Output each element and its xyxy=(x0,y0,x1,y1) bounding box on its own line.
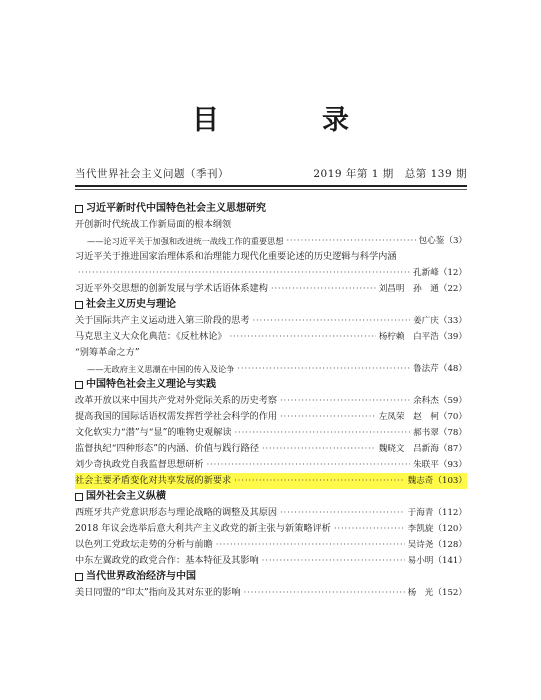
dot-leader xyxy=(280,505,404,521)
toc-entry xyxy=(75,361,467,377)
section-heading-text: 中国特色社会主义理论与实践 xyxy=(86,379,216,390)
toc-entry xyxy=(75,425,467,441)
issue-header xyxy=(75,166,467,181)
section-heading-text: 社会主义历史与理论 xyxy=(86,299,176,310)
entry-title: “别筹革命之方” xyxy=(75,347,140,358)
dot-leader xyxy=(216,537,405,553)
entry-author: 魏志奇 xyxy=(407,476,434,486)
entry-page: （128） xyxy=(433,540,467,550)
toc-entry xyxy=(75,409,467,425)
entry-page: （59） xyxy=(438,396,467,406)
entry-page: （48） xyxy=(438,364,467,374)
entry-title: 监督执纪“四种形态”的内涵、价值与践行路径 xyxy=(75,443,259,454)
entry-title: 改革开放以来中国共产党对外党际关系的历史考察 xyxy=(75,395,278,406)
toc-entry xyxy=(75,585,467,601)
toc-entry xyxy=(75,457,467,473)
dot-leader xyxy=(280,409,376,425)
entry-title: 2018 年议会选举后意大利共产主义政党的新主张与新策略评析 xyxy=(75,523,331,534)
entry-author: 杨 光 xyxy=(407,588,434,598)
header-rule-thick xyxy=(75,185,467,187)
entry-title: 文化软实力“潜”与“显”的唯物史观解读 xyxy=(75,427,232,438)
dot-leader xyxy=(237,361,410,377)
entry-page: （93） xyxy=(438,460,467,470)
section-heading xyxy=(75,569,467,585)
issue-number: 2019 年第 1 期 总第 139 期 xyxy=(313,168,467,180)
dot-leader xyxy=(207,457,410,473)
dot-leader xyxy=(280,393,410,409)
section-heading-text: 国外社会主义纵横 xyxy=(86,491,166,502)
entry-title: ——论习近平关于加强和改进统一战线工作的重要思想 xyxy=(87,236,284,246)
entry-title: 以色列工党政坛走势的分析与前瞻 xyxy=(75,539,213,550)
table-of-contents xyxy=(75,201,467,601)
section-heading xyxy=(75,297,467,313)
toc-title-line xyxy=(75,345,467,361)
dot-leader xyxy=(262,441,376,457)
toc-entry xyxy=(75,521,467,537)
dot-leader xyxy=(287,233,416,249)
dot-leader xyxy=(235,425,410,441)
entry-title: 马克思主义大众化典范：《反杜林论》 xyxy=(75,331,227,342)
journal-name: 当代世界社会主义问题（季刊） xyxy=(75,168,229,180)
entry-author: 魏晓文 吕新海 xyxy=(378,444,439,454)
toc-entry xyxy=(75,393,467,409)
entry-page: （141） xyxy=(433,556,467,566)
entry-author: 吴诗尧 xyxy=(407,540,434,550)
dot-leader xyxy=(78,265,410,281)
entry-title: 中东左翼政党的政党合作：基本特征及其影响 xyxy=(75,555,259,566)
entry-author: 于海青 xyxy=(407,508,434,518)
entry-author: 杨柠赖 白平浩 xyxy=(378,332,439,342)
entry-page: （3） xyxy=(444,236,467,246)
header-rule-thin xyxy=(75,189,467,190)
entry-page: （22） xyxy=(438,284,467,294)
entry-author: 郝书翠 xyxy=(413,428,439,438)
checkbox-square-icon xyxy=(75,205,83,213)
section-heading xyxy=(75,377,467,393)
entry-title: ——无政府主义思潮在中国的传入及论争 xyxy=(87,364,235,374)
entry-page: （39） xyxy=(438,332,467,342)
entry-page: （87） xyxy=(438,444,467,454)
checkbox-square-icon xyxy=(75,381,83,389)
toc-entry xyxy=(75,537,467,553)
toc-entry xyxy=(75,441,467,457)
dot-leader xyxy=(234,473,404,489)
toc-entry xyxy=(75,473,467,489)
entry-author: 朱联平 xyxy=(413,460,439,470)
toc-entry xyxy=(75,313,467,329)
entry-author: 李凯旋 xyxy=(407,524,434,534)
entry-author: 余科杰 xyxy=(413,396,439,406)
entry-page: （33） xyxy=(438,316,467,326)
checkbox-square-icon xyxy=(75,573,83,581)
dot-leader xyxy=(244,585,405,601)
toc-entry xyxy=(75,329,467,345)
toc-title-line xyxy=(75,217,467,233)
dot-leader xyxy=(271,281,376,297)
section-heading-text: 习近平新时代中国特色社会主义思想研究 xyxy=(86,203,266,214)
entry-title: 社会主要矛盾变化对共享发展的新要求 xyxy=(75,475,232,486)
entry-title: 习近平关于推进国家治理体系和治理能力现代化重要论述的历史逻辑与科学内涵 xyxy=(75,251,397,262)
highlighted-entry xyxy=(75,473,467,489)
entry-author: 包心鉴 xyxy=(418,236,445,246)
dot-leader xyxy=(230,329,376,345)
dot-leader xyxy=(262,553,405,569)
entry-title: 美日同盟的“印太”指向及其对东亚的影响 xyxy=(75,587,241,598)
section-heading xyxy=(75,489,467,505)
page-title: 目 录 xyxy=(192,105,387,136)
entry-title: 习近平外交思想的创新发展与学术话语体系建构 xyxy=(75,283,268,294)
entry-author: 易小明 xyxy=(407,556,434,566)
entry-author: 刘昌明 孙 通 xyxy=(378,284,439,294)
checkbox-square-icon xyxy=(75,493,83,501)
entry-page: （78） xyxy=(438,428,467,438)
entry-author: 左凤荣 赵 柯 xyxy=(378,412,439,422)
entry-title: 提高我国的国际话语权需发挥哲学社会科学的作用 xyxy=(75,411,278,422)
toc-entry xyxy=(75,505,467,521)
dot-leader xyxy=(253,313,411,329)
toc-entry xyxy=(75,233,467,249)
section-heading-text: 当代世界政治经济与中国 xyxy=(86,571,196,582)
entry-page: （12） xyxy=(438,268,467,278)
checkbox-square-icon xyxy=(75,301,83,309)
dot-leader xyxy=(334,521,405,537)
entry-page: （112） xyxy=(433,508,467,518)
toc-entry xyxy=(75,553,467,569)
entry-title: 西班牙共产党意识形态与理论战略的调整及其原因 xyxy=(75,507,278,518)
entry-page: （120） xyxy=(433,524,467,534)
entry-title: 关于国际共产主义运动进入第三阶段的思考 xyxy=(75,315,250,326)
entry-author: 孔新峰 xyxy=(413,268,439,278)
entry-page: （152） xyxy=(433,588,467,598)
toc-entry xyxy=(75,281,467,297)
entry-title: 开创新时代统战工作新局面的根本纲领 xyxy=(75,219,232,230)
entry-title: 刘少奇执政党自我监督思想研析 xyxy=(75,459,204,470)
toc-title-line xyxy=(75,249,467,265)
section-heading xyxy=(75,201,467,217)
entry-page: （103） xyxy=(433,476,467,486)
entry-author: 姜广庆 xyxy=(413,316,439,326)
entry-author: 鲁法芹 xyxy=(413,364,439,374)
entry-page: （70） xyxy=(438,412,467,422)
toc-entry xyxy=(75,265,467,281)
